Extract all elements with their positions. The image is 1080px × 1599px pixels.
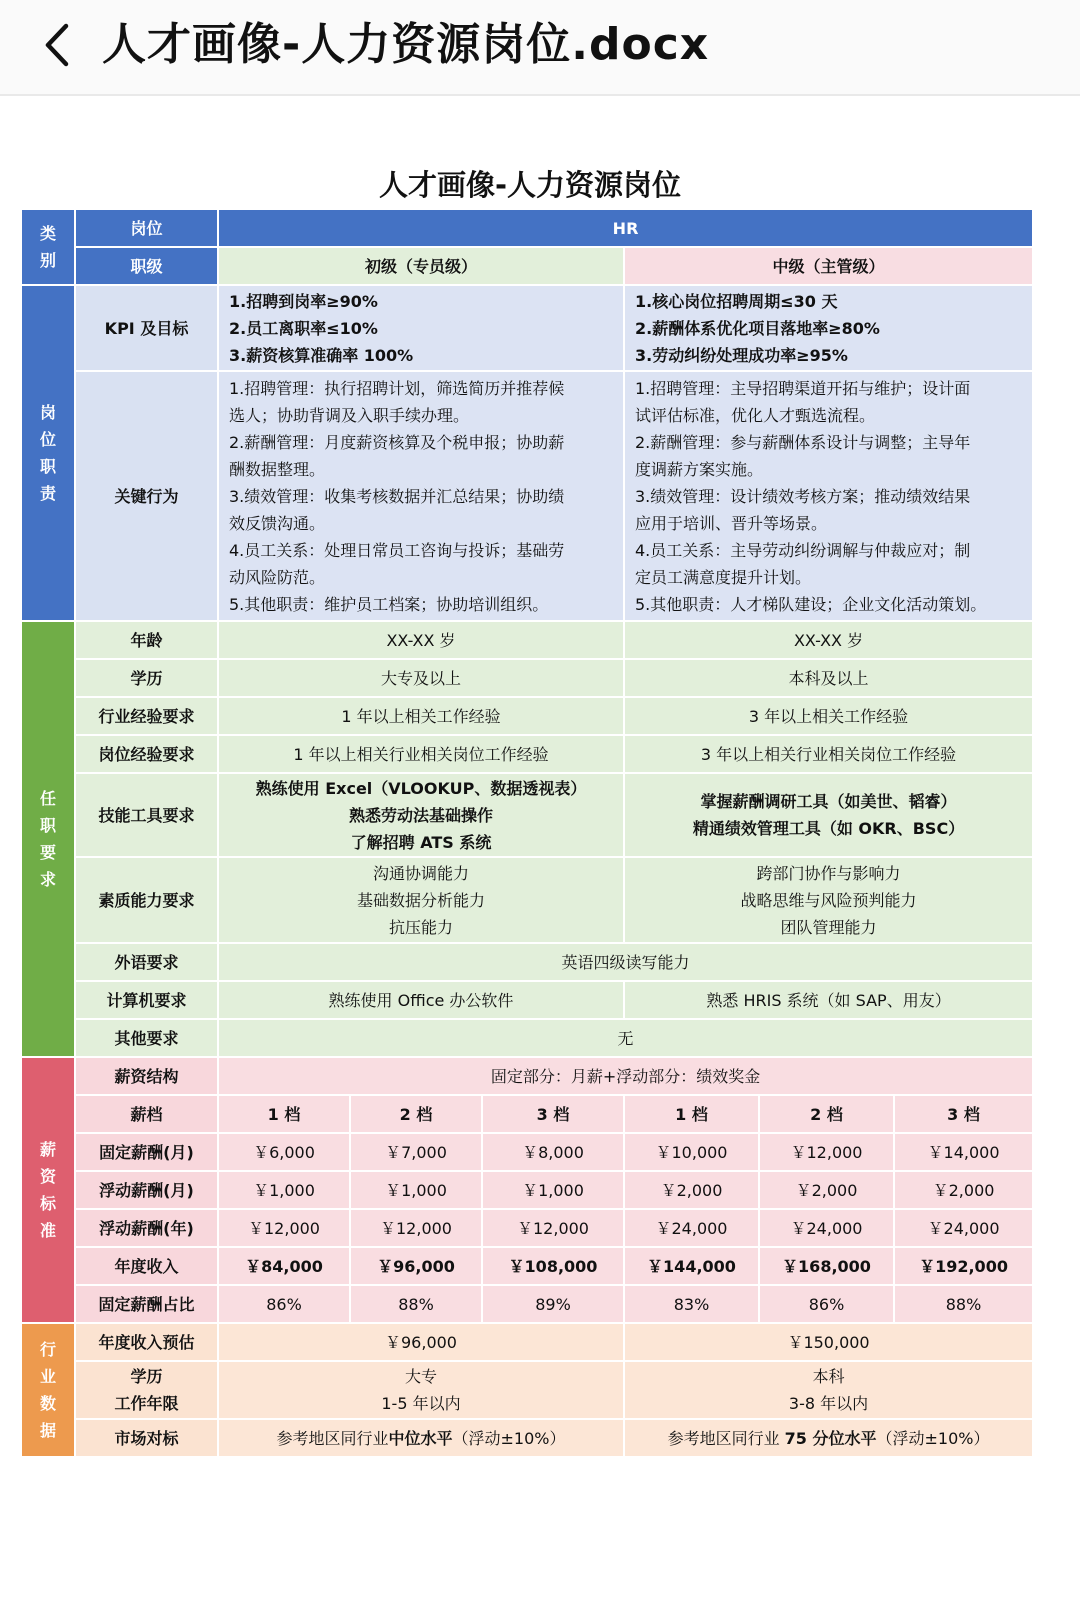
market-benchmark-label: 市场对标 bbox=[75, 1419, 218, 1457]
float-yearly-cell: ￥24,000 bbox=[894, 1209, 1033, 1247]
fixed-monthly-cell: ￥8,000 bbox=[482, 1133, 624, 1171]
fixed-ratio-cell: 88% bbox=[350, 1285, 482, 1323]
computer-label: 计算机要求 bbox=[75, 981, 218, 1019]
float-yearly-cell: ￥12,000 bbox=[482, 1209, 624, 1247]
talent-profile-table bbox=[20, 208, 1034, 1458]
skill-mid: 掌握薪酬调研工具（如美世、韬睿） 精通绩效管理工具（如 OKR、BSC） bbox=[624, 773, 1033, 857]
edu-years-label: 学历 工作年限 bbox=[75, 1361, 218, 1419]
chevron-left-icon[interactable] bbox=[40, 20, 80, 70]
income-estimate-junior: ￥96,000 bbox=[218, 1323, 624, 1361]
tier-cell: 1 档 bbox=[624, 1095, 759, 1133]
post-exp-mid: 3 年以上相关行业相关岗位工作经验 bbox=[624, 735, 1033, 773]
education-junior: 大专及以上 bbox=[218, 659, 624, 697]
category-industry: 行 业 数 据 bbox=[21, 1323, 75, 1457]
category-type-cell: 类 别 bbox=[21, 209, 75, 285]
position-value: HR bbox=[218, 209, 1033, 247]
edu-years-mid: 本科 3-8 年以内 bbox=[624, 1361, 1033, 1419]
market-benchmark-mid: 参考地区同行业 75 分位水平（浮动±10%） bbox=[624, 1419, 1033, 1457]
post-exp-label: 岗位经验要求 bbox=[75, 735, 218, 773]
fixed-monthly-cell: ￥14,000 bbox=[894, 1133, 1033, 1171]
structure-label: 薪资结构 bbox=[75, 1057, 218, 1095]
fixed-monthly-cell: ￥6,000 bbox=[218, 1133, 350, 1171]
float-yearly-cell: ￥24,000 bbox=[759, 1209, 894, 1247]
annual-income-cell: ￥168,000 bbox=[759, 1247, 894, 1285]
language-label: 外语要求 bbox=[75, 943, 218, 981]
tier-cell: 1 档 bbox=[218, 1095, 350, 1133]
behavior-mid: 1.招聘管理：主导招聘渠道开拓与维护；设计面 试评估标准，优化人才甄选流程。 2.薪酬管理：参与薪酬体系设计与调整；主导年 度调薪方案实施。 3.绩效管理：设计绩效考核方案；推动绩效结果 应用于培训、晋升等场景。 4.员工关系：主导劳动纠纷调解与仲裁应对；制 定员工满意度提升计划。 5.其他职责：人才梯队建设；企业文化活动策划。 bbox=[624, 371, 1033, 621]
float-monthly-cell: ￥2,000 bbox=[624, 1171, 759, 1209]
skill-label: 技能工具要求 bbox=[75, 773, 218, 857]
annual-income-label: 年度收入 bbox=[75, 1247, 218, 1285]
fixed-monthly-cell: ￥10,000 bbox=[624, 1133, 759, 1171]
fixed-monthly-label: 固定薪酬(月) bbox=[75, 1133, 218, 1171]
level-junior: 初级（专员级） bbox=[218, 247, 624, 285]
float-yearly-cell: ￥12,000 bbox=[350, 1209, 482, 1247]
level-mid: 中级（主管级） bbox=[624, 247, 1033, 285]
kpi-label: KPI 及目标 bbox=[75, 285, 218, 371]
other-value: 无 bbox=[218, 1019, 1033, 1057]
behavior-junior: 1.招聘管理：执行招聘计划，筛选简历并推荐候 选人；协助背调及入职手续办理。 2.薪酬管理：月度薪资核算及个税申报；协助薪 酬数据整理。 3.绩效管理：收集考核数据并汇总结果；协助绩 效反馈沟通。 4.员工关系：处理日常员工咨询与投诉；基础劳 动风险防范。 5.其他职责：维护员工档案；协助培训组织。 bbox=[218, 371, 624, 621]
annual-income-cell: ￥96,000 bbox=[350, 1247, 482, 1285]
float-yearly-label: 浮动薪酬(年) bbox=[75, 1209, 218, 1247]
fixed-monthly-cell: ￥12,000 bbox=[759, 1133, 894, 1171]
float-monthly-cell: ￥1,000 bbox=[350, 1171, 482, 1209]
skill-junior: 熟练使用 Excel（VLOOKUP、数据透视表） 熟悉劳动法基础操作 了解招聘 ATS 系统 bbox=[218, 773, 624, 857]
category-requirements: 任 职 要 求 bbox=[21, 621, 75, 1057]
annual-income-cell: ￥108,000 bbox=[482, 1247, 624, 1285]
post-exp-junior: 1 年以上相关行业相关岗位工作经验 bbox=[218, 735, 624, 773]
language-value: 英语四级读写能力 bbox=[218, 943, 1033, 981]
income-estimate-mid: ￥150,000 bbox=[624, 1323, 1033, 1361]
float-monthly-cell: ￥1,000 bbox=[218, 1171, 350, 1209]
level-label: 职级 bbox=[75, 247, 218, 285]
float-monthly-label: 浮动薪酬(月) bbox=[75, 1171, 218, 1209]
income-estimate-label: 年度收入预估 bbox=[75, 1323, 218, 1361]
float-yearly-cell: ￥24,000 bbox=[624, 1209, 759, 1247]
tier-cell: 2 档 bbox=[350, 1095, 482, 1133]
computer-mid: 熟悉 HRIS 系统（如 SAP、用友） bbox=[624, 981, 1033, 1019]
fixed-monthly-cell: ￥7,000 bbox=[350, 1133, 482, 1171]
age-junior: XX-XX 岁 bbox=[218, 621, 624, 659]
industry-exp-junior: 1 年以上相关工作经验 bbox=[218, 697, 624, 735]
age-mid: XX-XX 岁 bbox=[624, 621, 1033, 659]
top-bar bbox=[0, 0, 1080, 96]
education-mid: 本科及以上 bbox=[624, 659, 1033, 697]
industry-exp-label: 行业经验要求 bbox=[75, 697, 218, 735]
structure-value: 固定部分：月薪+浮动部分：绩效奖金 bbox=[218, 1057, 1033, 1095]
file-title: 人才画像-人力资源岗位.docx bbox=[102, 19, 710, 70]
computer-junior: 熟练使用 Office 办公软件 bbox=[218, 981, 624, 1019]
fixed-ratio-cell: 88% bbox=[894, 1285, 1033, 1323]
quality-junior: 沟通协调能力 基础数据分析能力 抗压能力 bbox=[218, 857, 624, 943]
fixed-ratio-cell: 83% bbox=[624, 1285, 759, 1323]
education-label: 学历 bbox=[75, 659, 218, 697]
float-yearly-cell: ￥12,000 bbox=[218, 1209, 350, 1247]
float-monthly-cell: ￥2,000 bbox=[759, 1171, 894, 1209]
fixed-ratio-cell: 86% bbox=[218, 1285, 350, 1323]
tier-label: 薪档 bbox=[75, 1095, 218, 1133]
position-label: 岗位 bbox=[75, 209, 218, 247]
annual-income-cell: ￥192,000 bbox=[894, 1247, 1033, 1285]
float-monthly-cell: ￥1,000 bbox=[482, 1171, 624, 1209]
industry-exp-mid: 3 年以上相关工作经验 bbox=[624, 697, 1033, 735]
category-duties: 岗 位 职 责 bbox=[21, 285, 75, 621]
tier-cell: 3 档 bbox=[482, 1095, 624, 1133]
float-monthly-cell: ￥2,000 bbox=[894, 1171, 1033, 1209]
tier-cell: 2 档 bbox=[759, 1095, 894, 1133]
edu-years-junior: 大专 1-5 年以内 bbox=[218, 1361, 624, 1419]
category-salary: 薪 资 标 准 bbox=[21, 1057, 75, 1323]
kpi-junior: 1.招聘到岗率≥90% 2.员工离职率≤10% 3.薪资核算准确率 100% bbox=[218, 285, 624, 371]
other-label: 其他要求 bbox=[75, 1019, 218, 1057]
annual-income-cell: ￥144,000 bbox=[624, 1247, 759, 1285]
quality-label: 素质能力要求 bbox=[75, 857, 218, 943]
kpi-mid: 1.核心岗位招聘周期≤30 天 2.薪酬体系优化项目落地率≥80% 3.劳动纠纷处理成功率≥95% bbox=[624, 285, 1033, 371]
behavior-label: 关键行为 bbox=[75, 371, 218, 621]
document-title: 人才画像-人力资源岗位 bbox=[378, 168, 682, 202]
fixed-ratio-cell: 86% bbox=[759, 1285, 894, 1323]
tier-cell: 3 档 bbox=[894, 1095, 1033, 1133]
fixed-ratio-label: 固定薪酬占比 bbox=[75, 1285, 218, 1323]
annual-income-cell: ￥84,000 bbox=[218, 1247, 350, 1285]
quality-mid: 跨部门协作与影响力 战略思维与风险预判能力 团队管理能力 bbox=[624, 857, 1033, 943]
fixed-ratio-cell: 89% bbox=[482, 1285, 624, 1323]
age-label: 年龄 bbox=[75, 621, 218, 659]
market-benchmark-junior: 参考地区同行业中位水平（浮动±10%） bbox=[218, 1419, 624, 1457]
